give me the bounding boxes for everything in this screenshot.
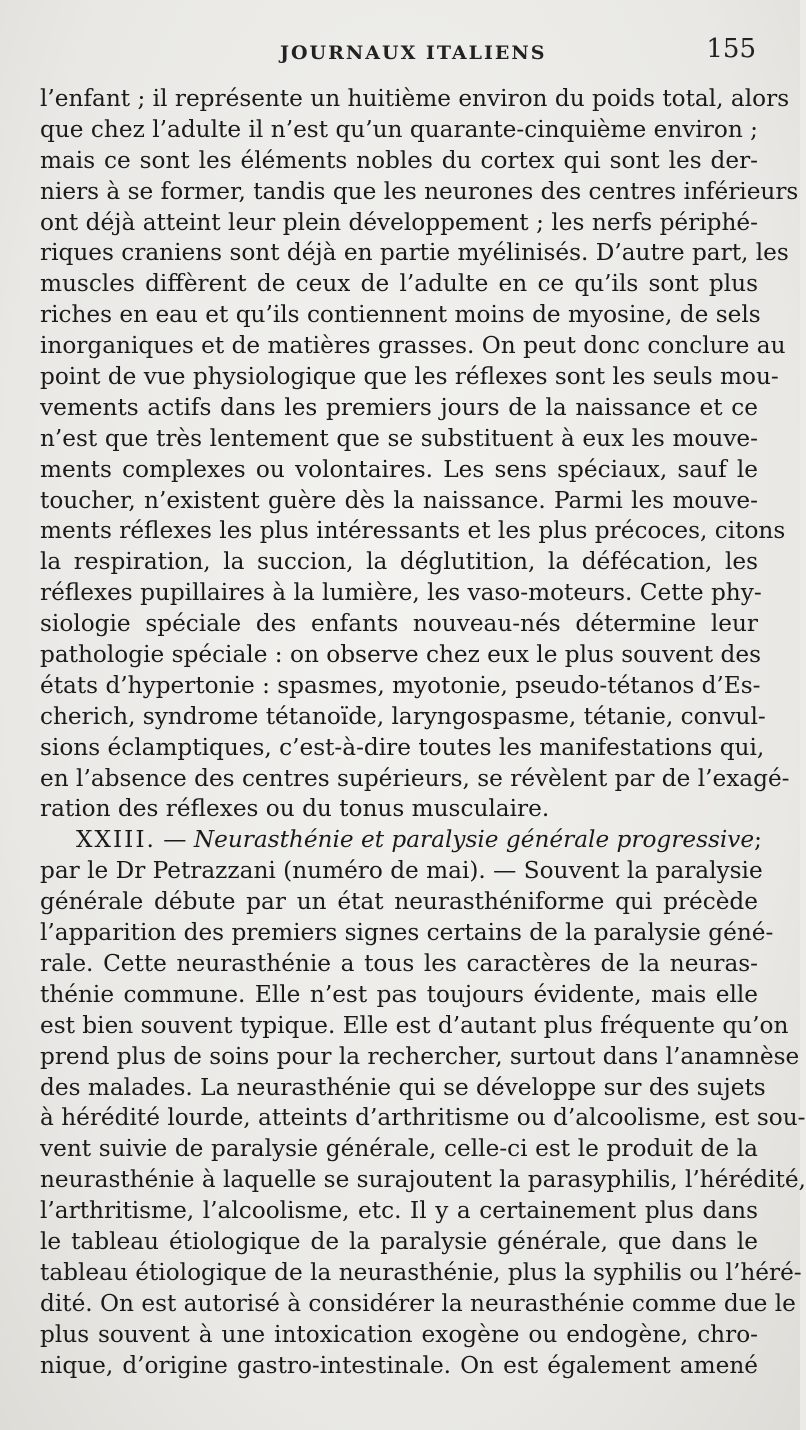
text-line: ration des réflexes ou du tonus musculaire.	[40, 795, 550, 823]
text-line: cherich, syndrome tétanoïde, laryngospasme, tétanie, convul-	[40, 702, 766, 730]
text-line: niers à se former, tandis que les neurones des centres inférieurs	[40, 177, 799, 205]
section-number: XXIII.	[76, 826, 156, 854]
text-line: ont déjà atteint leur plein développement ; les nerfs périphé-	[40, 208, 758, 236]
text-line: l’enfant ; il représente un huitième environ du poids total, alors	[40, 85, 790, 112]
text-line: riches en eau et qu’ils contiennent moins de myosine, de sels	[40, 301, 761, 329]
section-title-end: ;	[754, 826, 762, 854]
page-number: 155	[706, 34, 756, 64]
section-dash: —	[163, 826, 187, 854]
text-line: l’apparition des premiers signes certains de la paralysie géné-	[40, 919, 774, 947]
page-header	[0, 34, 800, 74]
text-line: rale. Cette neurasthénie a tous les caractères de la neuras-	[40, 949, 758, 977]
text-line: l’arthritisme, l’alcoolisme, etc. Il y a certainement plus dans	[40, 1197, 758, 1225]
text-line: le tableau étiologique de la paralysie générale, que dans le	[40, 1227, 758, 1255]
text-line: des malades. La neurasthénie qui se développe sur des sujets	[40, 1073, 766, 1101]
section-title: Neurasthénie et paralysie générale progressive	[193, 826, 755, 854]
text-line: réflexes pupillaires à la lumière, les vaso-moteurs. Cette phy-	[40, 579, 762, 607]
body-text	[40, 84, 806, 1381]
text-line: que chez l’adulte il n’est qu’un quarante-cinquième environ ;	[40, 115, 758, 143]
text-line: inorganiques et de matières grasses. On peut donc conclure au	[40, 332, 786, 360]
text-line: prend plus de soins pour la rechercher, surtout dans l’anamnèse	[40, 1042, 800, 1070]
text-line: la respiration, la succion, la déglutition, la défécation, les	[40, 548, 758, 576]
text-line: générale débute par un état neurasthéniforme qui précède	[40, 888, 758, 916]
text-line: point de vue physiologique que les réflexes sont les seuls mou-	[40, 363, 779, 391]
text-line: par le Dr Petrazzani (numéro de mai). — Souvent la paralysie	[40, 857, 763, 885]
text-line: dité. On est autorisé à considérer la neurasthénie comme due le	[40, 1289, 796, 1317]
text-line: siologie spéciale des enfants nouveau-nés détermine leur	[40, 610, 758, 638]
running-title: JOURNAUX ITALIENS	[280, 42, 547, 64]
text-line: neurasthénie à laquelle se surajoutent la parasyphilis, l’hérédité,	[40, 1166, 806, 1194]
text-line: ments réflexes les plus intéressants et les plus précoces, citons	[40, 517, 786, 545]
text-line: plus souvent à une intoxication exogène ou endogène, chro-	[40, 1320, 758, 1348]
text-line: sions éclamptiques, c’est-à-dire toutes les manifestations qui,	[40, 733, 765, 761]
text-line: riques craniens sont déjà en partie myélinisés. D’autre part, les	[40, 239, 789, 267]
text-line: n’est que très lentement que se substituent à eux les mouve-	[40, 424, 758, 452]
text-line: est bien souvent typique. Elle est d’autant plus fréquente qu’on	[40, 1011, 789, 1039]
text-line: pathologie spéciale : on observe chez eux le plus souvent des	[40, 641, 761, 669]
text-line: thénie commune. Elle n’est pas toujours évidente, mais elle	[40, 980, 758, 1008]
text-line: nique, d’origine gastro-intestinale. On est également amené	[40, 1351, 758, 1379]
text-line: vent suivie de paralysie générale, celle-ci est le produit de la	[40, 1135, 758, 1163]
section-heading-line	[40, 825, 762, 856]
text-line: mais ce sont les éléments nobles du cortex qui sont les der-	[40, 146, 758, 174]
text-line: tableau étiologique de la neurasthénie, plus la syphilis ou l’héré-	[40, 1258, 802, 1286]
text-line: ments complexes ou volontaires. Les sens spéciaux, sauf le	[40, 455, 758, 483]
text-line: toucher, n’existent guère dès la naissance. Parmi les mouve-	[40, 486, 758, 514]
text-line: muscles diffèrent de ceux de l’adulte en ce qu’ils sont plus	[40, 270, 758, 298]
text-line: à hérédité lourde, atteints d’arthritisme ou d’alcoolisme, est sou-	[40, 1104, 806, 1132]
text-line: vements actifs dans les premiers jours de la naissance et ce	[40, 393, 758, 421]
text-line: états d’hypertonie : spasmes, myotonie, pseudo-tétanos d’Es-	[40, 671, 761, 699]
text-line: en l’absence des centres supérieurs, se révèlent par de l’exagé-	[40, 764, 790, 792]
